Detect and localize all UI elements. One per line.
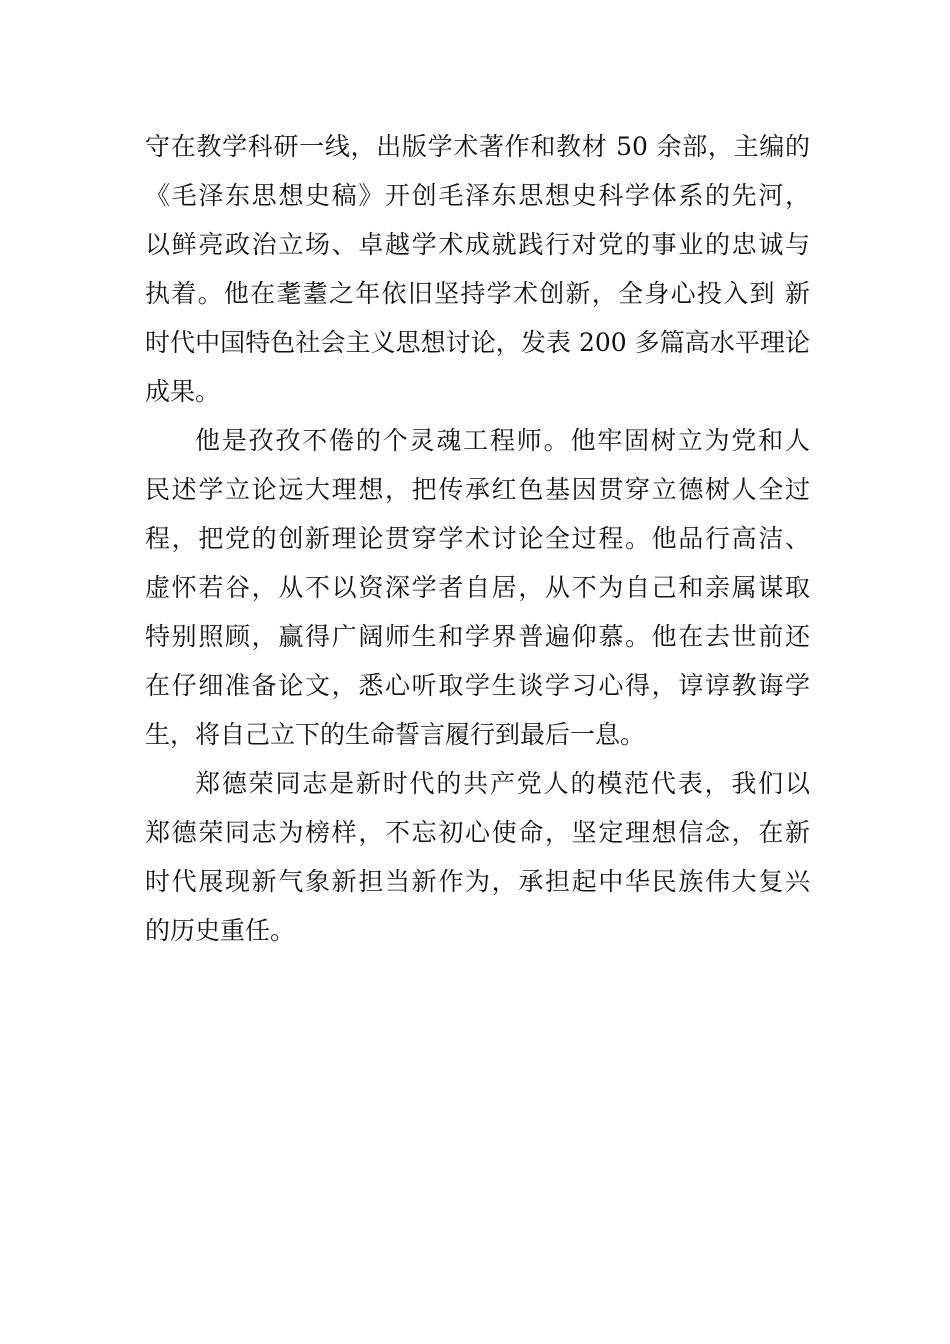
- text-line: 郑德荣同志为榜样，不忘初心使命，坚定理想信念，在新: [145, 818, 810, 847]
- text-line: 在仔细准备论文，悉心听取学生谈学习心得，谆谆教诲学: [145, 671, 810, 700]
- text-line: 程，把党的创新理论贯穿学术讨论全过程。他品行高洁、: [145, 524, 810, 553]
- text-line: 执着。他在耄耋之年依旧坚持学术创新，全身心投入到 新: [145, 279, 810, 308]
- text-line: 的历史重任。: [145, 916, 296, 945]
- paragraph: [145, 416, 810, 759]
- text-line: 郑德荣同志是新时代的共产党人的模范代表，我们以: [195, 769, 810, 798]
- text-line: 以鲜亮政治立场、卓越学术成就践行对党的事业的忠诚与: [145, 230, 810, 259]
- text-line: 生，将自己立下的生命誓言履行到最后一息。: [145, 720, 646, 749]
- text-line: 虚怀若谷，从不以资深学者自居，从不为自己和亲属谋取: [145, 573, 810, 602]
- paragraph: [145, 759, 810, 955]
- text-line: 《毛泽东思想史稿》开创毛泽东思想史科学体系的先河，: [145, 181, 810, 210]
- text-line: 特别照顾，赢得广阔师生和学界普遍仰慕。他在去世前还: [145, 622, 810, 651]
- text-line: 时代展现新气象新担当新作为，承担起中华民族伟大复兴: [145, 867, 810, 896]
- paragraph: [145, 122, 810, 416]
- text-line: 守在教学科研一线，出版学术著作和教材 50 余部，主编的: [145, 132, 810, 161]
- body-text: [145, 122, 810, 955]
- text-line: 时代中国特色社会主义思想讨论，发表 200 多篇高水平理论: [145, 328, 810, 357]
- text-line: 成果。: [145, 377, 221, 406]
- text-line: 民述学立论远大理想，把传承红色基因贯穿立德树人全过: [145, 475, 810, 504]
- text-line: 他是孜孜不倦的个灵魂工程师。他牢固树立为党和人: [195, 426, 810, 455]
